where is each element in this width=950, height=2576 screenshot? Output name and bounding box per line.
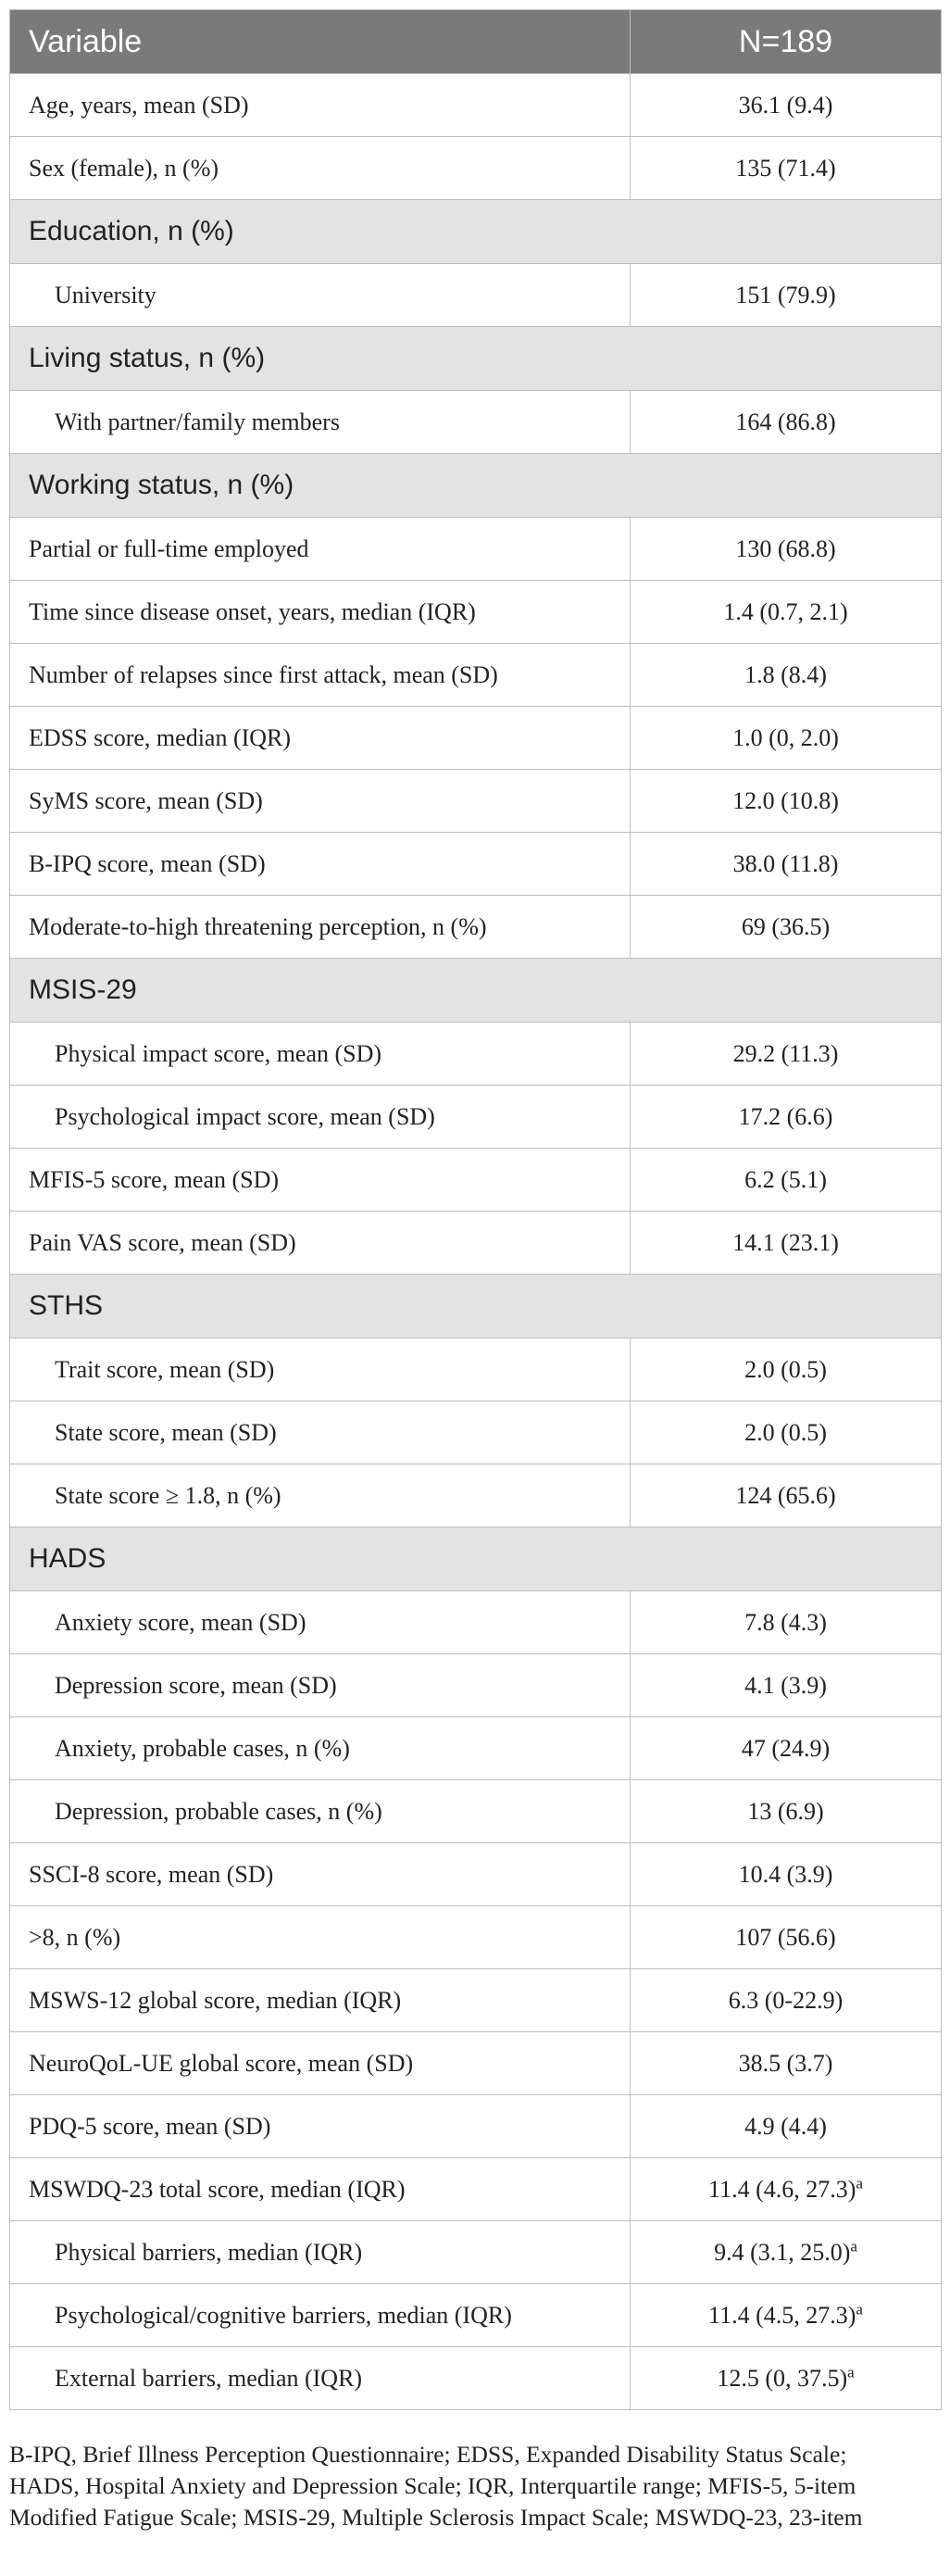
value-text: 11.4 (4.5, 27.3) [708, 2301, 856, 2329]
table-row [10, 833, 942, 896]
variable-value [631, 707, 942, 770]
section-label: HADS [10, 1527, 942, 1591]
table-row [10, 581, 942, 644]
variable-value [631, 1401, 942, 1464]
variable-label: Trait score, mean (SD) [10, 1338, 631, 1401]
section-header-row [10, 1275, 942, 1338]
value-text: 47 (24.9) [741, 1734, 831, 1762]
table-row [10, 1023, 942, 1086]
variable-value [631, 137, 942, 200]
value-text: 4.1 (3.9) [744, 1671, 827, 1699]
variable-label: Depression score, mean (SD) [10, 1654, 631, 1717]
table-row [10, 1654, 942, 1717]
variable-value [631, 1591, 942, 1654]
variable-label: SyMS score, mean (SD) [10, 770, 631, 833]
table-row [10, 264, 942, 327]
variable-label: Time since disease onset, years, median (IQR) [10, 581, 631, 644]
table-row [10, 770, 942, 833]
footnote-line: HADS, Hospital Anxiety and Depression Scale; IQR, Interquartile range; MFIS-5, 5-item [9, 2472, 856, 2499]
variable-value [631, 1086, 942, 1149]
table-header-row [10, 10, 942, 74]
variable-label: Physical impact score, mean (SD) [10, 1023, 631, 1086]
variable-label: EDSS score, median (IQR) [10, 707, 631, 770]
footnote-marker: a [856, 2299, 863, 2318]
table-row [10, 1717, 942, 1780]
variable-label: Depression, probable cases, n (%) [10, 1780, 631, 1843]
value-text: 14.1 (23.1) [732, 1228, 839, 1256]
section-label: MSIS-29 [10, 959, 942, 1023]
table-row [10, 518, 942, 581]
variable-label: B-IPQ score, mean (SD) [10, 833, 631, 896]
section-header-row [10, 200, 942, 264]
table-row [10, 1969, 942, 2032]
table-row [10, 74, 942, 137]
variable-label: With partner/family members [10, 391, 631, 454]
section-header-row [10, 1527, 942, 1591]
value-text: 9.4 (3.1, 25.0) [714, 2238, 851, 2266]
value-text: 164 (86.8) [735, 408, 836, 435]
variable-value [631, 1780, 942, 1843]
variable-label: Pain VAS score, mean (SD) [10, 1212, 631, 1275]
table-row [10, 2221, 942, 2284]
value-text: 69 (36.5) [741, 912, 831, 940]
footnote-marker: a [850, 2236, 857, 2255]
section-label: Working status, n (%) [10, 454, 942, 518]
value-text: 38.0 (11.8) [732, 849, 839, 877]
value-text: 107 (56.6) [735, 1923, 836, 1951]
variable-label: PDQ-5 score, mean (SD) [10, 2095, 631, 2158]
value-text: 13 (6.9) [747, 1797, 824, 1825]
table-row [10, 2158, 942, 2221]
table-row [10, 1591, 942, 1654]
table-row [10, 391, 942, 454]
header-n: N=189 [631, 10, 942, 74]
variable-value [631, 1906, 942, 1969]
variable-label: Psychological/cognitive barriers, median (IQR) [10, 2284, 631, 2347]
table-row [10, 1464, 942, 1527]
table-body [10, 74, 942, 2410]
footnote-line: B-IPQ, Brief Illness Perception Questionnaire; EDSS, Expanded Disability Status Scale; [9, 2441, 847, 2468]
section-label: Education, n (%) [10, 200, 942, 264]
table-row [10, 1149, 942, 1212]
value-text: 10.4 (3.9) [738, 1860, 833, 1888]
value-text: 7.8 (4.3) [744, 1608, 827, 1636]
value-text: 12.0 (10.8) [732, 786, 839, 814]
table-footnote [9, 2439, 941, 2533]
value-text: 4.9 (4.4) [744, 2112, 827, 2140]
value-text: 11.4 (4.6, 27.3) [708, 2175, 856, 2203]
variable-value [631, 581, 942, 644]
variable-label: Psychological impact score, mean (SD) [10, 1086, 631, 1149]
variable-label: MSWDQ-23 total score, median (IQR) [10, 2158, 631, 2221]
variable-value [631, 1969, 942, 2032]
variable-label: >8, n (%) [10, 1906, 631, 1969]
variable-label: University [10, 264, 631, 327]
table-row [10, 1086, 942, 1149]
header-variable: Variable [10, 10, 631, 74]
value-text: 6.3 (0-22.9) [728, 1986, 844, 2014]
variable-label: Moderate-to-high threatening perception, n (%) [10, 896, 631, 959]
variable-value [631, 1654, 942, 1717]
footnote-marker: a [856, 2173, 863, 2192]
section-header-row [10, 327, 942, 391]
variable-value [631, 391, 942, 454]
table-row [10, 2032, 942, 2095]
variable-label: MSWS-12 global score, median (IQR) [10, 1969, 631, 2032]
variable-value [631, 2095, 942, 2158]
table-row [10, 1780, 942, 1843]
variable-value [631, 74, 942, 137]
variable-label: Partial or full-time employed [10, 518, 631, 581]
table-row [10, 137, 942, 200]
section-label: STHS [10, 1275, 942, 1338]
variable-label: External barriers, median (IQR) [10, 2347, 631, 2410]
value-text: 36.1 (9.4) [738, 91, 833, 119]
variable-value [631, 2347, 942, 2410]
table-row [10, 2347, 942, 2410]
table-row [10, 1401, 942, 1464]
section-header-row [10, 454, 942, 518]
variable-label: State score, mean (SD) [10, 1401, 631, 1464]
variable-value [631, 2284, 942, 2347]
variable-label: NeuroQoL-UE global score, mean (SD) [10, 2032, 631, 2095]
variable-value [631, 1717, 942, 1780]
variable-value [631, 2032, 942, 2095]
characteristics-table [9, 9, 942, 2410]
table-row [10, 1906, 942, 1969]
section-header-row [10, 959, 942, 1023]
variable-value [631, 644, 942, 707]
table-row [10, 896, 942, 959]
variable-label: Number of relapses since first attack, mean (SD) [10, 644, 631, 707]
value-text: 135 (71.4) [735, 154, 836, 182]
footnote-marker: a [847, 2362, 855, 2381]
variable-value [631, 2158, 942, 2221]
table-row [10, 707, 942, 770]
value-text: 2.0 (0.5) [744, 1355, 827, 1383]
variable-label: Age, years, mean (SD) [10, 74, 631, 137]
value-text: 17.2 (6.6) [738, 1102, 833, 1130]
table-row [10, 1338, 942, 1401]
variable-label: MFIS-5 score, mean (SD) [10, 1149, 631, 1212]
value-text: 124 (65.6) [735, 1481, 836, 1509]
table-row [10, 644, 942, 707]
variable-value [631, 264, 942, 327]
footnote-line: Modified Fatigue Scale; MSIS-29, Multiple Sclerosis Impact Scale; MSWDQ-23, 23-item [9, 2504, 863, 2531]
value-text: 130 (68.8) [735, 534, 836, 562]
variable-label: State score ≥ 1.8, n (%) [10, 1464, 631, 1527]
table-row [10, 1212, 942, 1275]
value-text: 29.2 (11.3) [732, 1039, 839, 1067]
variable-value [631, 2221, 942, 2284]
variable-value [631, 770, 942, 833]
value-text: 38.5 (3.7) [738, 2049, 833, 2077]
value-text: 1.0 (0, 2.0) [732, 723, 839, 751]
variable-label: Physical barriers, median (IQR) [10, 2221, 631, 2284]
table-row [10, 2095, 942, 2158]
value-text: 1.4 (0.7, 2.1) [723, 597, 848, 625]
table-row [10, 2284, 942, 2347]
variable-value [631, 518, 942, 581]
value-text: 12.5 (0, 37.5) [717, 2364, 848, 2392]
variable-label: Sex (female), n (%) [10, 137, 631, 200]
variable-value [631, 1149, 942, 1212]
variable-label: Anxiety score, mean (SD) [10, 1591, 631, 1654]
table-row [10, 1843, 942, 1906]
variable-value [631, 1212, 942, 1275]
section-label: Living status, n (%) [10, 327, 942, 391]
value-text: 6.2 (5.1) [744, 1165, 827, 1193]
variable-value [631, 1843, 942, 1906]
value-text: 2.0 (0.5) [744, 1418, 827, 1446]
variable-value [631, 896, 942, 959]
variable-label: Anxiety, probable cases, n (%) [10, 1717, 631, 1780]
value-text: 1.8 (8.4) [744, 660, 827, 688]
variable-value [631, 1464, 942, 1527]
variable-value [631, 1023, 942, 1086]
variable-value [631, 833, 942, 896]
value-text: 151 (79.9) [735, 281, 836, 308]
variable-label: SSCI-8 score, mean (SD) [10, 1843, 631, 1906]
variable-value [631, 1338, 942, 1401]
